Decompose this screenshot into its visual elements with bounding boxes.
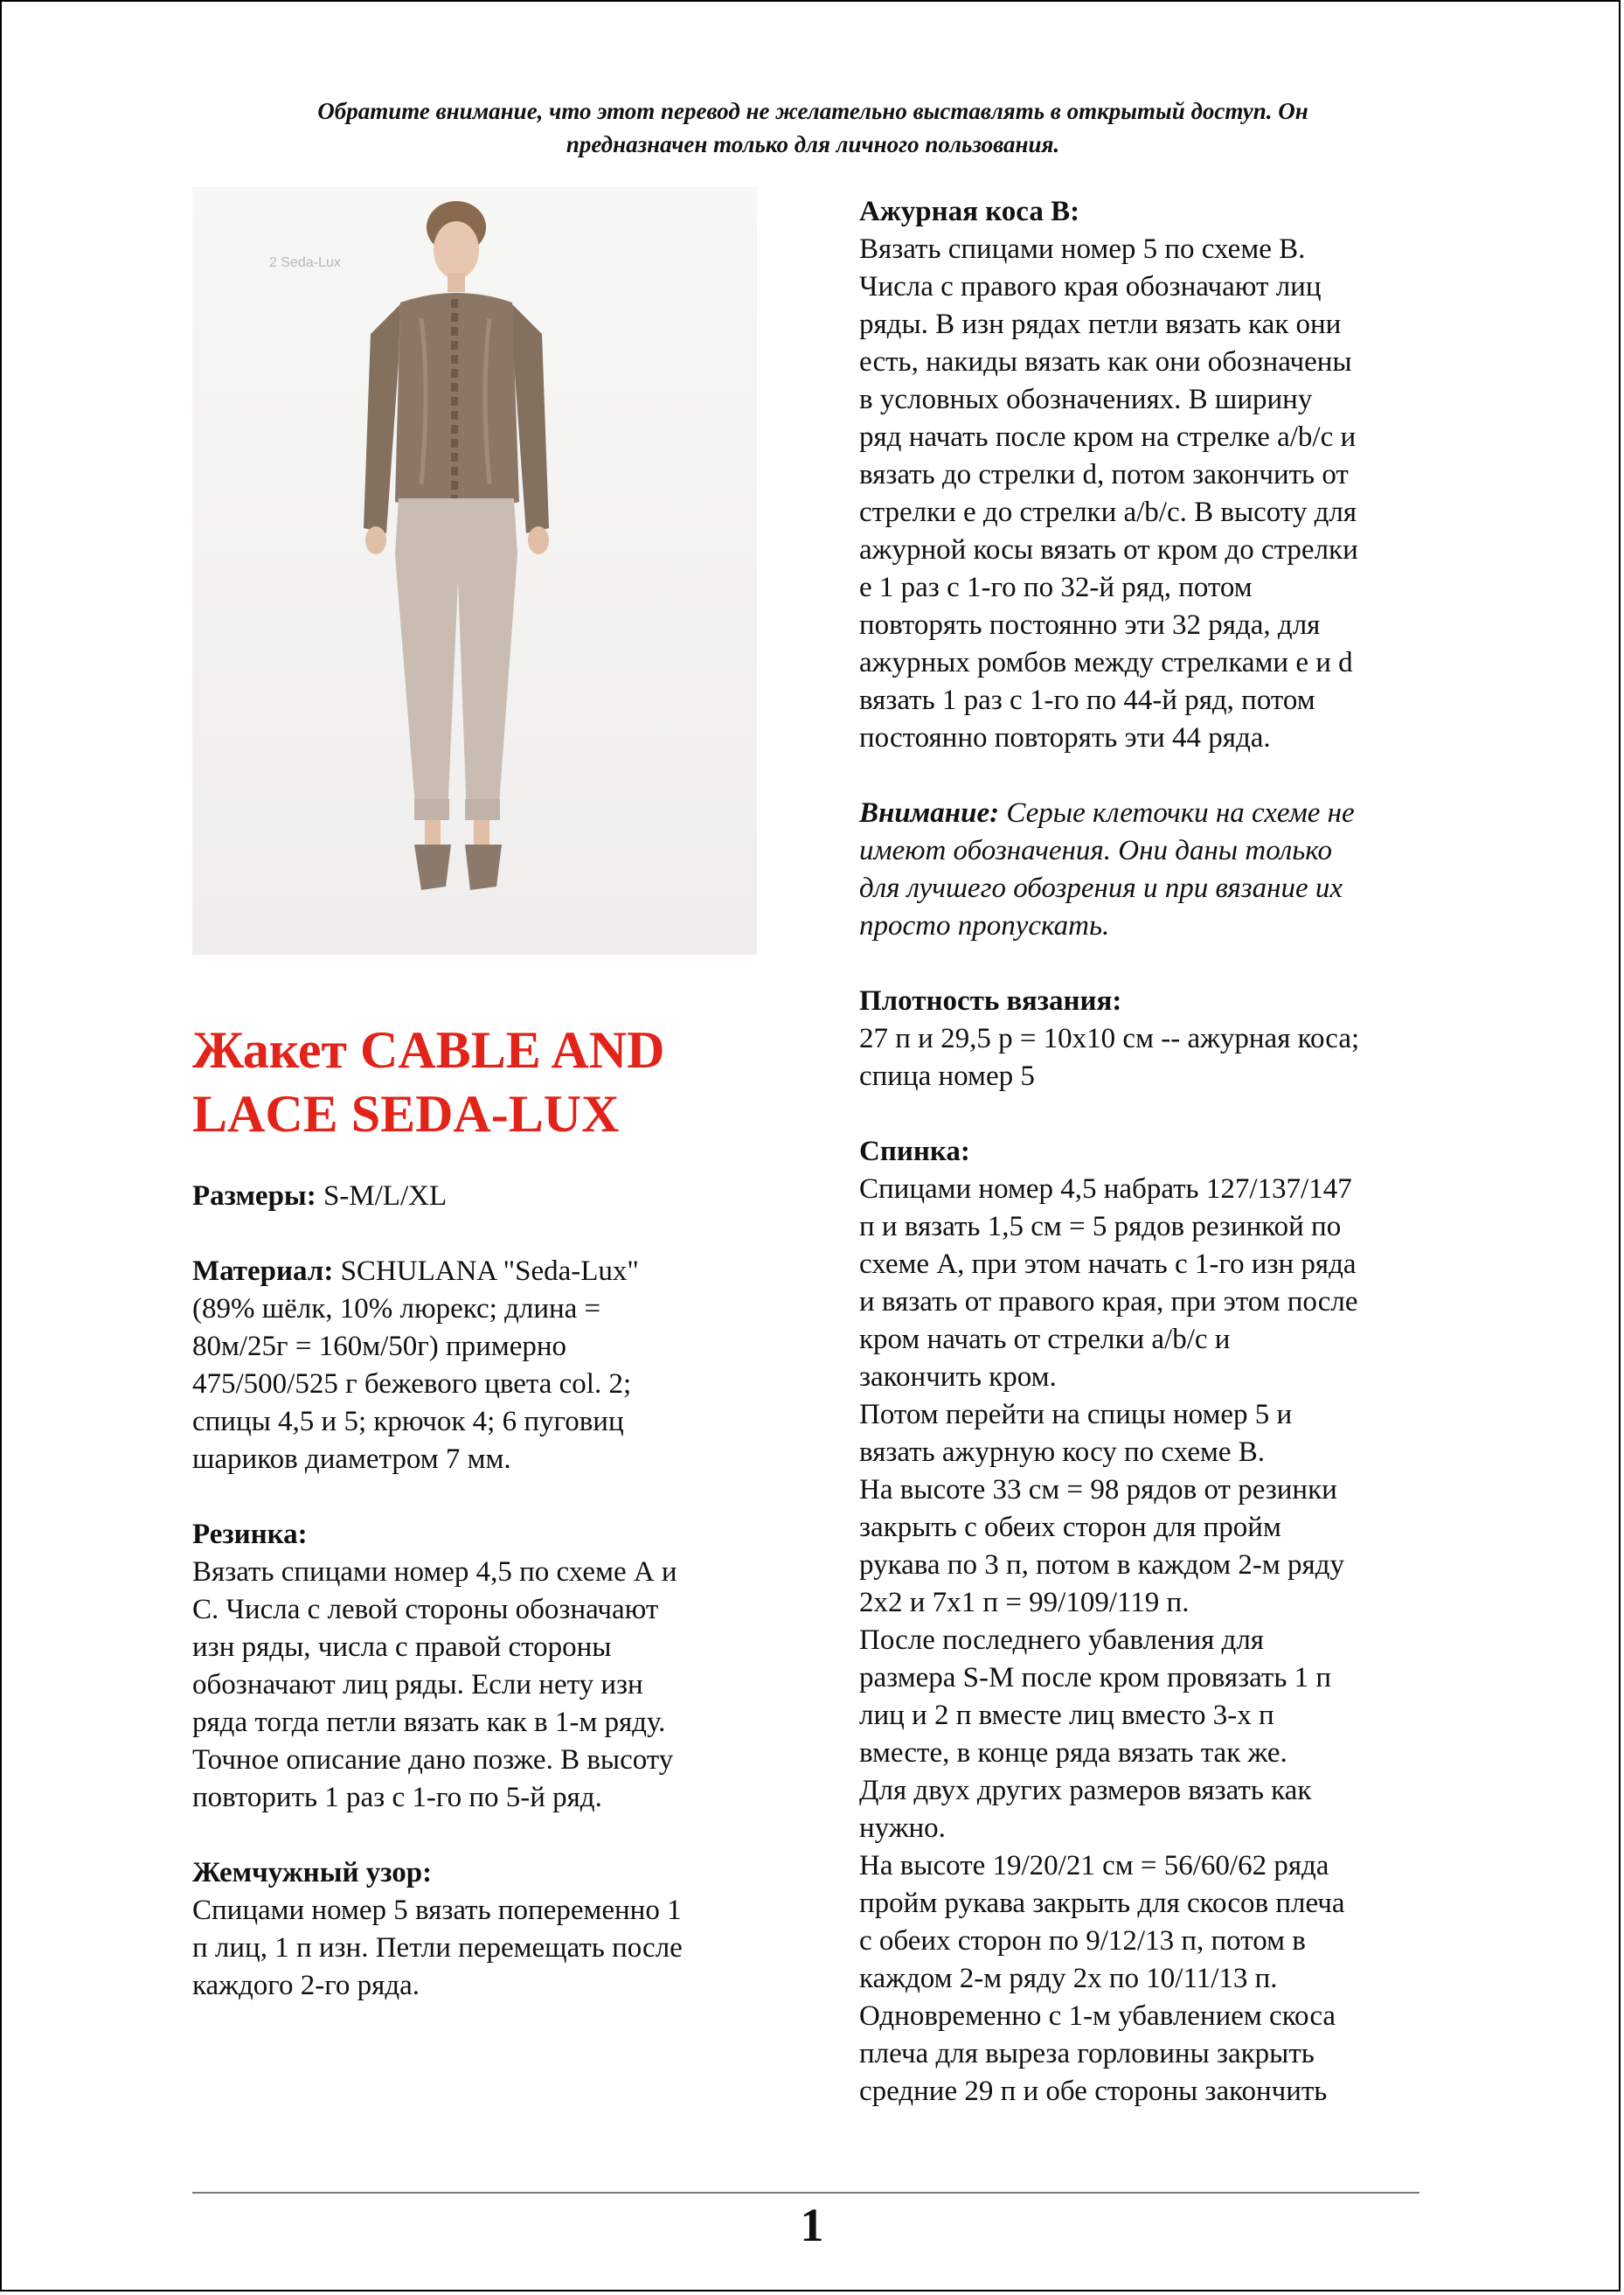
lace-cable-heading: Ажурная коса В: (859, 196, 1080, 227)
back-line: Одновременно с 1-м убавлением скоса (859, 2000, 1336, 2032)
sizes-value: S-M/L/XL (316, 1180, 448, 1212)
material-line: SCHULANA "Seda-Lux" (333, 1255, 639, 1287)
lace-cable-line: повторять постоянно эти 32 ряда, для (859, 609, 1321, 641)
lace-cable-line: ажурной косы вязать от кром до стрелки (859, 534, 1358, 566)
back-line: вместе, в конце ряда вязать так же. (859, 1737, 1287, 1769)
left-column (192, 1019, 769, 2005)
lace-cable-line: вязать до стрелки d, потом закончить от (859, 459, 1349, 490)
material-label: Материал: (192, 1255, 334, 1287)
back-line: размера S-M после кром провязать 1 п (859, 1662, 1332, 1693)
back-line: схеме А, при этом начать с 1-го изн ряда (859, 1248, 1357, 1280)
back-line: Потом перейти на спицы номер 5 и (859, 1399, 1293, 1430)
footer-divider (192, 2192, 1419, 2194)
notice-line: предназначен только для личного пользования. (566, 131, 1060, 157)
back-line: Спицами номер 4,5 набрать 127/137/147 (859, 1173, 1352, 1205)
pearl-heading: Жемчужный узор: (192, 1857, 433, 1888)
rib-line: изн ряды, числа с правой стороны (192, 1631, 612, 1663)
back-line: рукава по 3 п, потом в каждом 2-м ряду (859, 1549, 1345, 1581)
rib-line: С. Числа с левой стороны обозначают (192, 1594, 659, 1625)
attention-label: Внимание: (859, 797, 1000, 829)
photo-brand-mark: 2 Seda-Lux (269, 255, 341, 270)
back-line: плеча для выреза горловины закрыть (859, 2038, 1315, 2069)
material-line: (89% шёлк, 10% люрекс; длина = (192, 1293, 601, 1325)
rib-section (192, 1516, 769, 1817)
lace-cable-line: вязать 1 раз с 1-го по 44-й ряд, потом (859, 685, 1315, 716)
material-section (192, 1253, 769, 1478)
notice-line: Обратите внимание, что этот перевод не желательно выставлять в открытый доступ. Он (317, 98, 1308, 124)
pearl-line: п лиц, 1 п изн. Петли перемещать после (192, 1932, 683, 1964)
material-line: шариков диаметром 7 мм. (192, 1443, 511, 1475)
back-line: После последнего убавления для (859, 1624, 1264, 1656)
sizes-section (192, 1178, 769, 1215)
back-line: вязать ажурную косу по схеме В. (859, 1436, 1266, 1468)
rib-line: повторить 1 раз с 1-го по 5-й ряд. (192, 1782, 602, 1813)
rib-line: Вязать спицами номер 4,5 по схеме А и (192, 1556, 677, 1588)
lace-cable-line: Вязать спицами номер 5 по схеме В. (859, 233, 1306, 265)
gauge-line: 27 п и 29,5 р = 10х10 см -- ажурная коса; (859, 1023, 1360, 1054)
pearl-section (192, 1854, 769, 2005)
back-line: На высоте 33 см = 98 рядов от резинки (859, 1474, 1337, 1506)
lace-cable-section (859, 193, 1436, 757)
lace-cable-line: е 1 раз с 1-го по 32-й ряд, потом (859, 572, 1253, 603)
attention-line: просто пропускать. (859, 910, 1110, 942)
back-line: нужно. (859, 1812, 946, 1844)
attention-line: Серые клеточки на схеме не (999, 797, 1355, 829)
lace-cable-line: стрелки е до стрелки a/b/c. В высоту для (859, 497, 1357, 528)
title-line: LACE SEDA-LUX (192, 1085, 620, 1143)
lace-cable-line: ряды. В изн рядах петли вязать как они (859, 309, 1342, 340)
lace-cable-line: ряд начать после кром на стрелке a/b/c и (859, 421, 1357, 453)
back-line: лиц и 2 п вместе лиц вместо 3-х п (859, 1700, 1274, 1731)
back-line: пройм рукава закрыть для скосов плеча (859, 1888, 1345, 1919)
material-line: спицы 4,5 и 5; крючок 4; 6 пуговиц (192, 1406, 624, 1437)
back-line: Для двух других размеров вязать как (859, 1775, 1312, 1806)
model-illustration (192, 187, 757, 955)
right-column (859, 193, 1436, 2111)
attention-line: для лучшего обозрения и при вязание их (859, 873, 1343, 904)
sizes-label: Размеры: (192, 1180, 316, 1212)
lace-cable-line: ажурных ромбов между стрелками е и d (859, 647, 1353, 678)
back-line: и вязать от правого края, при этом после (859, 1286, 1358, 1318)
back-line: На высоте 19/20/21 см = 56/60/62 ряда (859, 1850, 1329, 1881)
lace-cable-line: есть, накиды вязать как они обозначены (859, 346, 1352, 378)
copyright-notice (175, 94, 1451, 161)
rib-line: Точное описание дано позже. В высоту (192, 1744, 674, 1776)
back-line: п и вязать 1,5 см = 5 рядов резинкой по (859, 1211, 1342, 1242)
rib-line: ряда тогда петли вязать как в 1-м ряду. (192, 1707, 666, 1738)
material-line: 475/500/525 г бежевого цвета col. 2; (192, 1368, 632, 1400)
gauge-section (859, 983, 1436, 1095)
gauge-line: спица номер 5 (859, 1061, 1035, 1092)
page-title (192, 1019, 769, 1146)
material-line: 80м/25г = 160м/50г) примерно (192, 1331, 567, 1362)
pearl-line: Спицами номер 5 вязать попеременно 1 (192, 1895, 682, 1926)
lace-cable-line: в условных обозначениях. В ширину (859, 384, 1313, 415)
back-line: кром начать от стрелки a/b/c и (859, 1324, 1231, 1355)
back-line: каждом 2-м ряду 2х по 10/11/13 п. (859, 1963, 1278, 1994)
pearl-line: каждого 2-го ряда. (192, 1970, 420, 2001)
back-line: закончить кром. (859, 1361, 1057, 1393)
rib-line: обозначают лиц ряды. Если нету изн (192, 1669, 643, 1700)
lace-cable-line: Числа с правого края обозначают лиц (859, 271, 1322, 303)
attention-section (859, 795, 1436, 945)
back-line: закрыть с обеих сторон для пройм (859, 1512, 1281, 1543)
title-line: Жакет CABLE AND (192, 1021, 665, 1079)
attention-line: имеют обозначения. Они даны только (859, 835, 1332, 866)
lace-cable-line: постоянно повторять эти 44 ряда. (859, 722, 1271, 754)
product-photo (192, 187, 757, 955)
page-number: 1 (800, 2199, 824, 2251)
back-line: средние 29 п и обе стороны закончить (859, 2076, 1328, 2107)
back-section (859, 1133, 1436, 2111)
back-heading: Спинка: (859, 1136, 970, 1167)
rib-heading: Резинка: (192, 1519, 308, 1550)
back-line: 2х2 и 7х1 п = 99/109/119 п. (859, 1587, 1190, 1618)
back-line: с обеих сторон по 9/12/13 п, потом в (859, 1925, 1306, 1957)
gauge-heading: Плотность вязания: (859, 985, 1122, 1017)
